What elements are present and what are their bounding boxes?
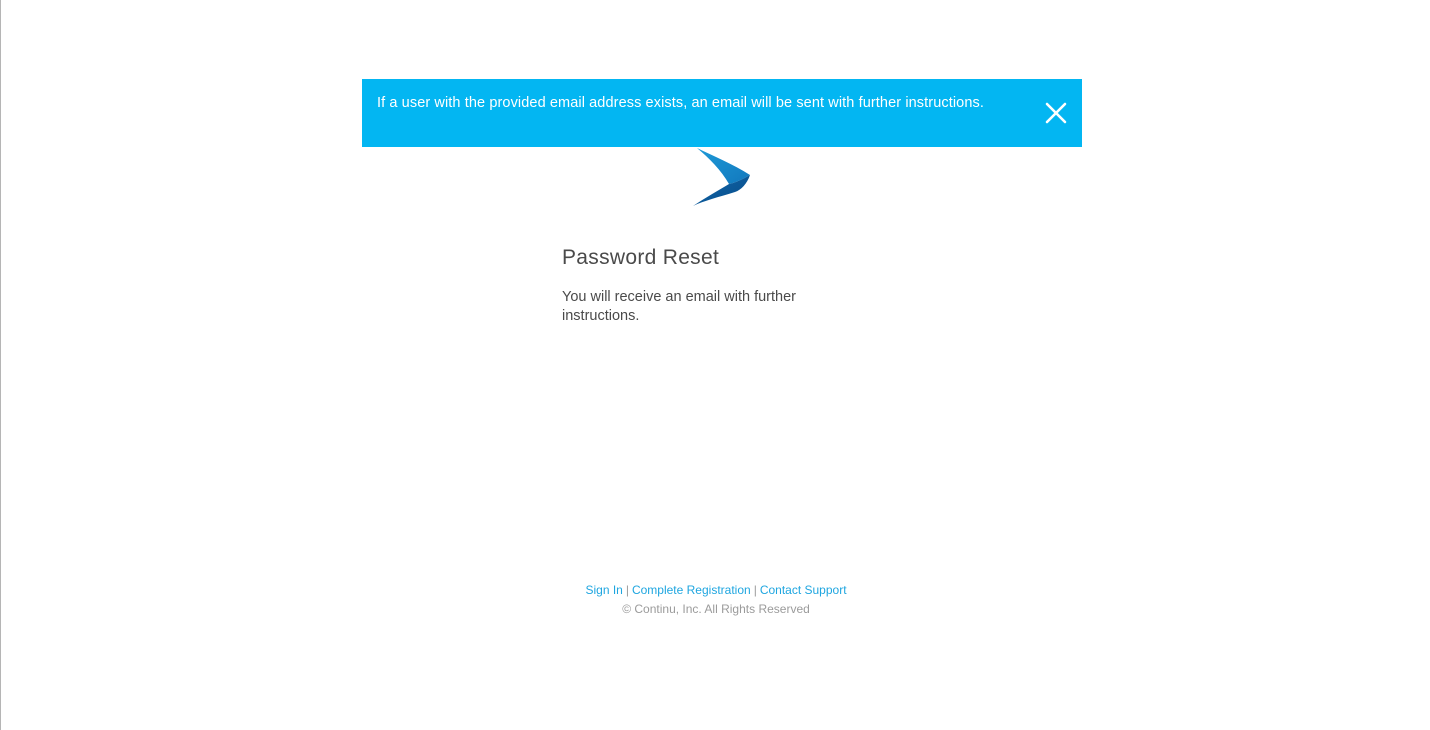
- notification-message: If a user with the provided email address exists, an email will be sent with further instructions.: [377, 95, 984, 111]
- reset-message: You will receive an email with further instructions.: [562, 289, 796, 324]
- footer: [1, 581, 1430, 619]
- contact-support-link[interactable]: Contact Support: [759, 583, 847, 597]
- close-icon: [1045, 102, 1067, 124]
- continu-logo: [691, 146, 753, 208]
- copyright-text: © Continu, Inc. All Rights Reserved: [622, 602, 810, 616]
- sign-in-link[interactable]: Sign In: [585, 583, 623, 597]
- page-title: Password Reset: [562, 246, 720, 269]
- password-reset-panel: [562, 244, 862, 326]
- footer-links: [1, 581, 1430, 600]
- footer-separator: |: [625, 583, 629, 597]
- complete-registration-link[interactable]: Complete Registration: [631, 583, 751, 597]
- close-notification-button[interactable]: [1045, 102, 1067, 124]
- arrow-logo-icon: [691, 146, 753, 208]
- notification-banner: [362, 79, 1082, 147]
- footer-separator: |: [753, 583, 757, 597]
